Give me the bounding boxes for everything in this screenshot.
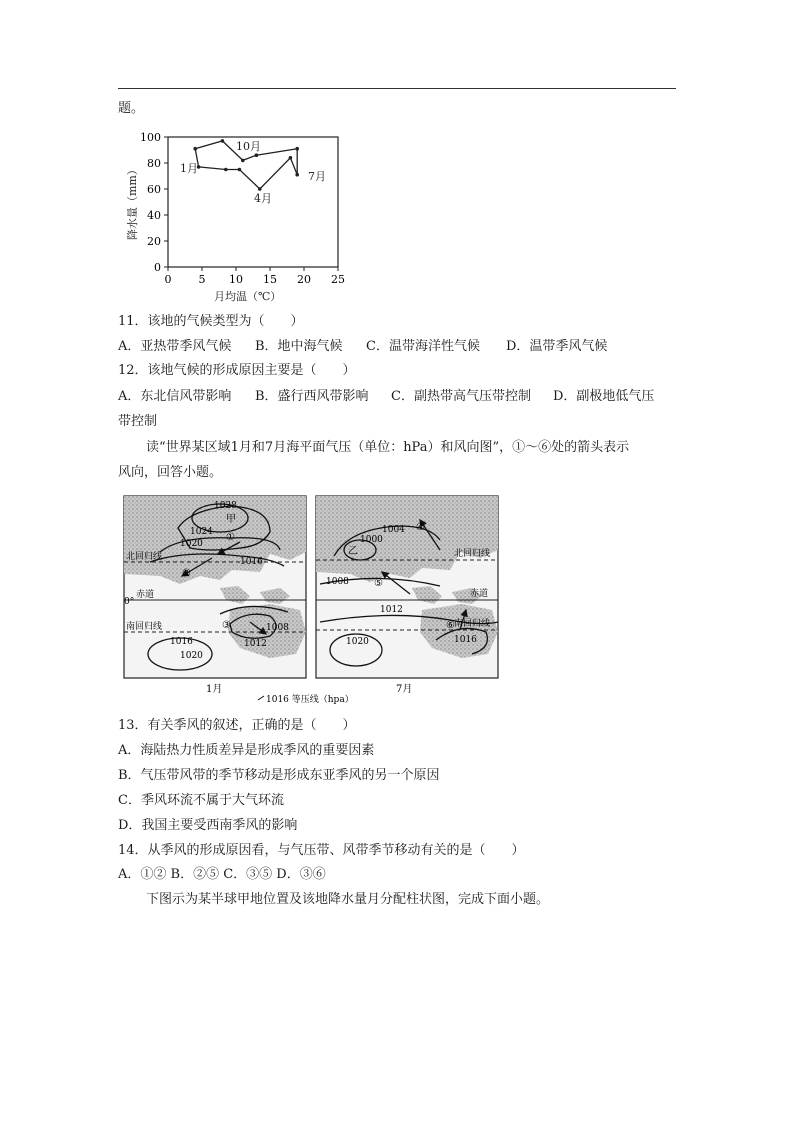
y-axis-label: 降水量（mm） bbox=[126, 164, 139, 240]
isobar-1020-n: 1020 bbox=[180, 539, 203, 549]
isobar-1008-jul: 1008 bbox=[326, 577, 349, 587]
isobar-1020-jul: 1020 bbox=[346, 637, 369, 647]
isobar-1012-jul: 1012 bbox=[380, 605, 403, 615]
marker-3: ③ bbox=[222, 620, 231, 631]
isobar-1016-jul: 1016 bbox=[454, 635, 477, 645]
annotation-apr: 4月 bbox=[254, 192, 272, 205]
q11-option-b[interactable]: B．地中海气候 bbox=[255, 339, 343, 354]
annotation-jul: 7月 bbox=[308, 170, 326, 183]
q13-option-a[interactable]: A．海陆热力性质差异是形成季风的重要因素 bbox=[118, 743, 375, 758]
q13-stem: 13．有关季风的叙述，正确的是（ ） bbox=[118, 718, 356, 733]
q13-option-b[interactable]: B．气压带风带的季节移动是形成东亚季风的另一个原因 bbox=[118, 768, 440, 783]
q12-options-cont: 带控制 bbox=[118, 414, 158, 429]
q12-options bbox=[118, 388, 654, 406]
isobar-1008: 1008 bbox=[266, 623, 289, 633]
x-tick-label: 15 bbox=[263, 273, 277, 286]
isobar-1024: 1024 bbox=[190, 527, 213, 537]
jan-label: 1月 bbox=[206, 684, 223, 695]
next-intro: 下图示为某半球甲地位置及该地降水量月分配柱状图，完成下面小题。 bbox=[146, 892, 550, 907]
x-tick-label: 5 bbox=[198, 273, 206, 286]
q13-option-c[interactable]: C．季风环流不属于大气环流 bbox=[118, 793, 284, 808]
q11-option-c[interactable]: C．温带海洋性气候 bbox=[366, 339, 480, 354]
q12-stem: 12．该地气候的形成原因主要是（ ） bbox=[118, 363, 356, 378]
map-january-panel bbox=[124, 496, 306, 678]
map-legend: 1016 等压线（hpa） bbox=[266, 695, 354, 704]
data-point bbox=[255, 153, 259, 157]
intro-tail: 题。 bbox=[118, 101, 145, 116]
isobar-1016-s: 1016 bbox=[170, 637, 193, 647]
map-intro-line1: 读“世界某区域1月和7月海平面气压（单位：hPa）和风向图”，①～⑥处的箭头表示 bbox=[146, 440, 630, 455]
q11-options bbox=[118, 338, 607, 356]
q12-option-c[interactable]: C．副热带高气压带控制 bbox=[391, 389, 531, 404]
data-point bbox=[221, 139, 225, 143]
q11-option-d[interactable]: D．温带季风气候 bbox=[506, 339, 608, 354]
isobar-1012: 1012 bbox=[244, 639, 267, 649]
isobar-1020-s: 1020 bbox=[180, 651, 203, 661]
label-jia: 甲 bbox=[226, 514, 236, 525]
x-tick-label: 10 bbox=[229, 273, 243, 286]
isobar-1000: 1000 bbox=[360, 535, 383, 545]
jul-label: 7月 bbox=[396, 684, 413, 695]
q12-option-d[interactable]: D．副极地低气压 bbox=[553, 389, 655, 404]
y-tick-label: 60 bbox=[147, 183, 161, 196]
x-axis-label: 月均温（℃） bbox=[214, 290, 282, 303]
marker-1: ① bbox=[226, 532, 235, 543]
marker-5: ⑤ bbox=[374, 578, 383, 589]
marker-2: ② bbox=[182, 568, 191, 579]
q12-option-b[interactable]: B．盛行西风带影响 bbox=[255, 389, 369, 404]
data-point bbox=[295, 147, 299, 151]
y-tick-label: 80 bbox=[147, 157, 161, 170]
chart-ticks bbox=[140, 131, 345, 286]
isobar-1028: 1028 bbox=[214, 501, 237, 511]
y-tick-label: 20 bbox=[147, 235, 161, 248]
zero-deg: 0° bbox=[124, 597, 135, 607]
pressure-wind-map bbox=[120, 492, 504, 704]
map-intro-line2: 风向，回答小题。 bbox=[118, 465, 223, 480]
equator-jul: 赤道 bbox=[470, 589, 489, 599]
data-point bbox=[289, 156, 293, 160]
q14-stem: 14．从季风的形成原因看，与气压带、风带季节移动有关的是（ ） bbox=[118, 843, 525, 858]
data-point bbox=[238, 168, 242, 172]
climate-chart bbox=[118, 128, 358, 308]
marker-4: ④ bbox=[416, 522, 425, 533]
q12-option-a[interactable]: A．东北信风带影响 bbox=[118, 389, 232, 404]
isobar-1016-n: 1016 bbox=[240, 557, 263, 567]
data-point bbox=[295, 173, 299, 177]
x-tick-label: 25 bbox=[331, 273, 345, 286]
q11-stem: 11．该地的气候类型为（ ） bbox=[118, 314, 304, 329]
x-tick-label: 20 bbox=[297, 273, 311, 286]
q13-option-d[interactable]: D．我国主要受西南季风的影响 bbox=[118, 818, 298, 833]
y-tick-label: 40 bbox=[147, 209, 161, 222]
equator-jan: 赤道 bbox=[136, 590, 155, 600]
tropic-s-jan: 南回归线 bbox=[126, 622, 163, 632]
tropic-s-jul: 南回归线 bbox=[454, 619, 491, 629]
label-yi: 乙 bbox=[348, 546, 358, 557]
y-tick-label: 0 bbox=[154, 261, 161, 274]
data-point bbox=[193, 147, 197, 151]
data-point bbox=[224, 168, 228, 172]
q11-option-a[interactable]: A．亚热带季风气候 bbox=[118, 339, 232, 354]
map-july-panel bbox=[316, 496, 498, 678]
data-point bbox=[258, 187, 262, 191]
tropic-n-jul: 北回归线 bbox=[454, 549, 491, 559]
tropic-n-jan: 北回归线 bbox=[126, 552, 163, 562]
q14-options[interactable]: A．①② B．②⑤ C．③⑤ D．③⑥ bbox=[118, 867, 326, 882]
data-point bbox=[241, 159, 245, 163]
isobar-1004: 1004 bbox=[382, 525, 405, 535]
x-tick-label: 0 bbox=[164, 273, 172, 286]
header-rule bbox=[118, 88, 676, 89]
annotation-oct: 10月 bbox=[236, 140, 261, 153]
marker-6: ⑥ bbox=[446, 620, 455, 631]
y-tick-label: 100 bbox=[140, 131, 161, 144]
annotation-jan: 1月 bbox=[180, 162, 198, 175]
